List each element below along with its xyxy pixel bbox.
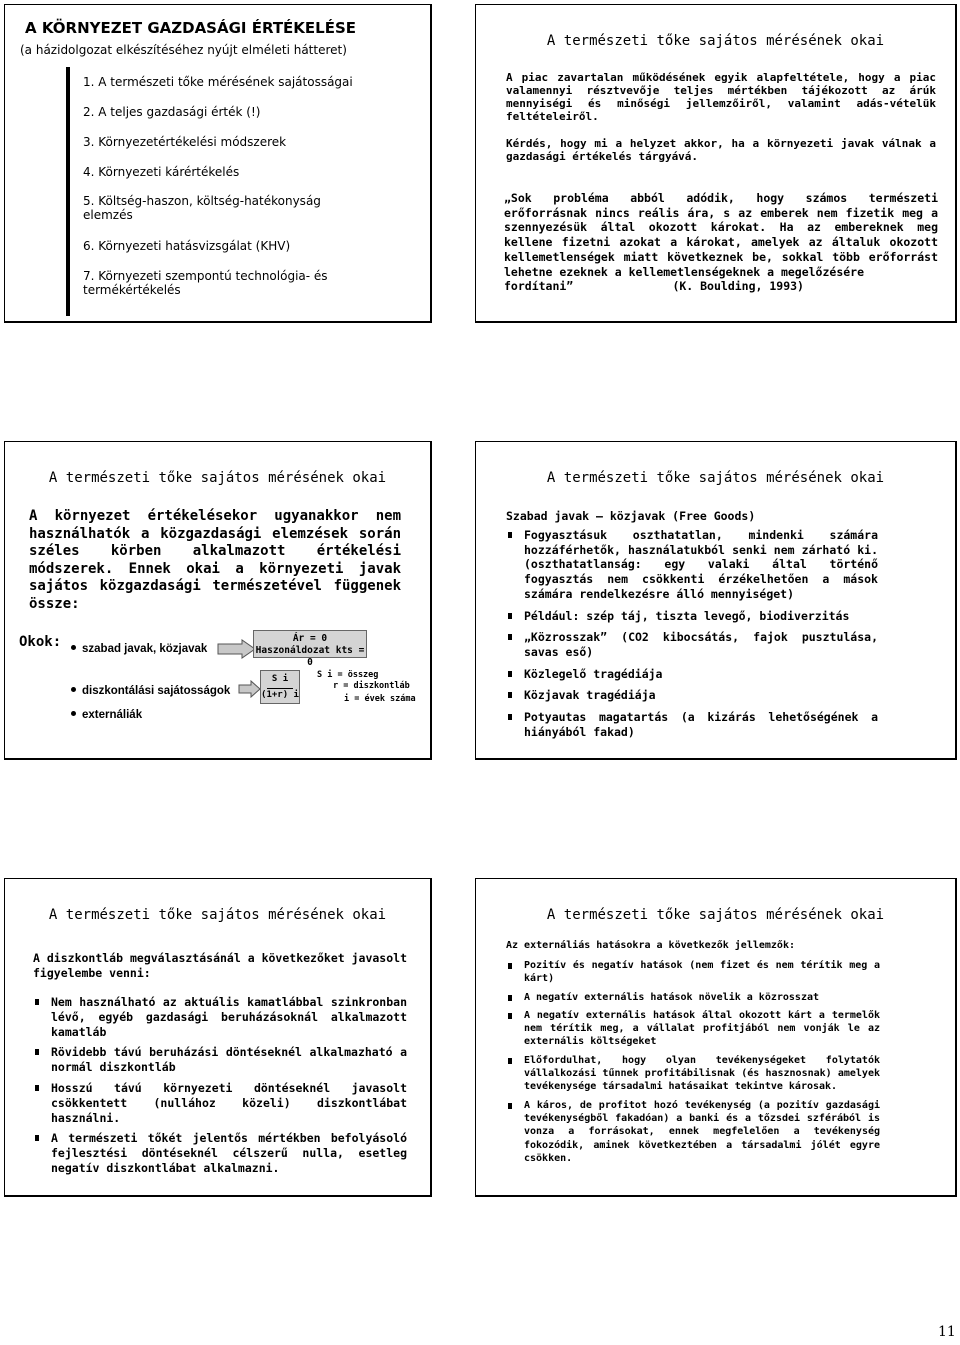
bullet-square-icon	[508, 995, 512, 1001]
list-item: „Közrosszak” (CO2 kibocsátás, fajok pusztulása, savas eső)	[506, 630, 878, 659]
price-zero-box	[253, 630, 367, 668]
list-item: A negatív externális hatások növelik a közrosszat	[506, 991, 880, 1004]
slide-5-title: A természeti tőke sajátos mérésének okai	[48, 907, 387, 923]
slide-4-heading: Szabad javak – közjavak (Free Goods)	[506, 509, 756, 523]
list-item: Például: szép táj, tiszta levegő, biodiverzitás	[506, 609, 878, 624]
slide-2-paragraph-1: A piac zavartalan működésének egyik alapfeltétele, hogy a piac valamennyi résztvevője teljes mértékben tájékozott az árúk mennyiségi és minőségi jellemzőiről, valamint adás-vételük feltételeiről.	[506, 71, 936, 123]
list-item: 4. Környezeti kárértékelés	[83, 165, 240, 179]
slide-6	[475, 878, 957, 1197]
list-item: 3. Környezetértékelési módszerek	[83, 135, 287, 149]
list-item: Rövidebb távú beruházási döntéseknél alkalmazható a normál diszkontláb	[33, 1045, 407, 1075]
slide-5-intro: A diszkontláb megválasztásánál a következőket javasolt figyelembe venni:	[33, 951, 407, 980]
okok-label: Okok:	[19, 634, 62, 650]
slide-2-paragraph-2: Kérdés, hogy mi a helyzet akkor, ha a környezeti javak válnak a gazdasági értékelés tárgyává.	[506, 137, 936, 163]
slide-3-title: A természeti tőke sajátos mérésének okai	[48, 470, 387, 486]
bullet-square-icon	[508, 613, 512, 619]
quote-text: „Sok probléma abból adódik, hogy számos természeti erőforrásnak nincs reális ára, s az emberek nem fizetik meg a szennyezésük által okozott károkat. Ha az embereknek meg kellene fizetni azokat a károkat, amelyek az általuk okozott kellemetlenségek miatt következnek be, sokkal több erőforrást lehetne ezeknek a kellemetlenségeknek a megelőzésére	[504, 191, 938, 279]
list-item: Közjavak tragédiája	[506, 688, 878, 703]
list-item: Pozitív és negatív hatások (nem fizet és nem térítik meg a kárt)	[506, 959, 880, 986]
bullet-free-goods	[71, 643, 207, 655]
box-line-1: Ár = 0	[292, 633, 328, 644]
formula-numerator: S i	[271, 674, 289, 684]
slide-5-bullet-list	[33, 995, 407, 1182]
list-item: 5. Költség-haszon, költség-hatékonyság elemzés	[83, 194, 321, 222]
arrow-right-icon	[217, 639, 257, 659]
bullet-dot	[71, 687, 76, 692]
bullet-dot	[71, 711, 76, 716]
slide-4-title: A természeti tőke sajátos mérésének okai	[546, 470, 885, 486]
list-item: Hosszú távú környezeti döntéseknél javasolt csökkentett (nullához közeli) diszkontlábat használni.	[33, 1081, 407, 1125]
slide-5	[4, 878, 432, 1197]
bullet-square-icon	[35, 1135, 39, 1141]
bullet-externalities	[71, 709, 142, 721]
legend-line: r = diszkontláb	[333, 681, 410, 691]
bullet-square-icon	[35, 1049, 39, 1055]
bullet-square-icon	[508, 692, 512, 698]
list-item: A káros, de profitot hozó tevékenység (a pozitív gazdasági tevékenységből fakadóan) a banki és a tőzsdei szférából is vonza a forrásokat, ennek megfelelően a tevékenység fokozódik, aminek következtében a társadalmi jólét egyre csökken.	[506, 1099, 880, 1165]
bullet-label: diszkontálási sajátosságok	[82, 685, 231, 697]
list-item: Közlegelő tragédiája	[506, 667, 878, 682]
arrow-right-icon	[238, 680, 262, 698]
quote-last-line	[504, 279, 804, 294]
bullet-square-icon	[508, 963, 512, 969]
bullet-square-icon	[508, 1058, 512, 1064]
bullet-square-icon	[35, 1085, 39, 1091]
formula-denominator: (1+r) i	[261, 690, 299, 700]
legend-line: i = évek száma	[344, 694, 416, 704]
bullet-square-icon	[35, 999, 39, 1005]
slide-6-heading: Az externáliás hatásokra a következők jellemzők:	[506, 940, 795, 951]
list-item: Potyautas magatartás (a kizárás lehetőségének a hiányából fakad)	[506, 710, 878, 739]
list-item: 1. A természeti tőke mérésének sajátosságai	[83, 75, 353, 89]
slide-4	[475, 441, 957, 760]
bullet-label: externáliák	[82, 709, 143, 721]
quote-end: fordítani”	[504, 279, 574, 294]
list-item: 7. Környezeti szempontú technológia- és termékértékelés	[83, 269, 328, 297]
bullet-square-icon	[508, 634, 512, 640]
slide-6-title: A természeti tőke sajátos mérésének okai	[546, 907, 885, 923]
list-item: 6. Környezeti hatásvizsgálat (KHV)	[83, 239, 291, 253]
slide-1	[4, 4, 432, 323]
slide-1-title: A KÖRNYEZET GAZDASÁGI ÉRTÉKELÉSE	[25, 19, 357, 37]
bullet-square-icon	[508, 671, 512, 677]
fraction-line	[267, 688, 293, 689]
formula-legend	[317, 670, 416, 705]
bullet-square-icon	[508, 714, 512, 720]
slide-6-bullet-list	[506, 959, 880, 1170]
discount-formula-box	[260, 670, 300, 704]
slide-3	[4, 441, 432, 760]
bullet-square-icon	[508, 1013, 512, 1019]
slide-1-accent-bar	[66, 67, 70, 316]
box-line-2: Haszonáldozat kts = 0	[255, 645, 365, 668]
bullet-square-icon	[508, 1103, 512, 1109]
bullet-square-icon	[508, 532, 512, 538]
bullet-dot	[71, 645, 76, 650]
slide-4-bullet-list	[506, 528, 878, 746]
list-item: A negatív externális hatások által okozott kárt a termelők nem térítik meg, a vállalat profitjából nem vonják le az externális költségeket	[506, 1009, 880, 1049]
slide-3-paragraph: A környezet értékelésekor ugyanakkor nem használhatók a közgazdasági elemzések során széles körben alkalmazott értékelési módszerek. Ennek okai a környezeti javak sajátos közgazdasági természetével függenek össze:	[29, 508, 401, 612]
list-item: 2. A teljes gazdasági érték (!)	[83, 105, 261, 119]
slide-2-quote	[504, 191, 938, 294]
slide-2	[475, 4, 957, 323]
slide-2-title: A természeti tőke sajátos mérésének okai	[546, 33, 885, 49]
bullet-discounting	[71, 685, 230, 697]
list-item: A természeti tőkét jelentős mértékben befolyásoló fejlesztési döntéseknél célszerű nulla, esetleg negatív diszkontlábat alkalmazni.	[33, 1131, 407, 1175]
quote-author: (K. Boulding, 1993)	[672, 279, 804, 294]
list-item: Fogyasztásuk oszthatatlan, mindenki számára hozzáférhetők, használatukból senki nem zárható ki. (oszthatatlanság: egy valaki által történő fogyasztás nem csökkenti érzékelhetően a mások számára rendelkezésre álló mennyiséget)	[506, 528, 878, 602]
bullet-label: szabad javak, közjavak	[82, 643, 208, 655]
slide-1-subtitle: (a házidolgozat elkészítéséhez nyújt elméleti hátteret)	[20, 43, 347, 57]
legend-line: S i = összeg	[317, 670, 379, 680]
page-number: 11	[938, 1324, 956, 1340]
list-item: Nem használható az aktuális kamatlábbal szinkronban lévő, egyéb gazdasági beruházásoknál alkalmazott kamatláb	[33, 995, 407, 1039]
list-item: Előfordulhat, hogy olyan tevékenységeket folytatók vállalkozási tűnnek profitábilisnak (és hasznosnak) amelyek tevékenysége társadalmi hatásaikat tekintve károsak.	[506, 1054, 880, 1094]
